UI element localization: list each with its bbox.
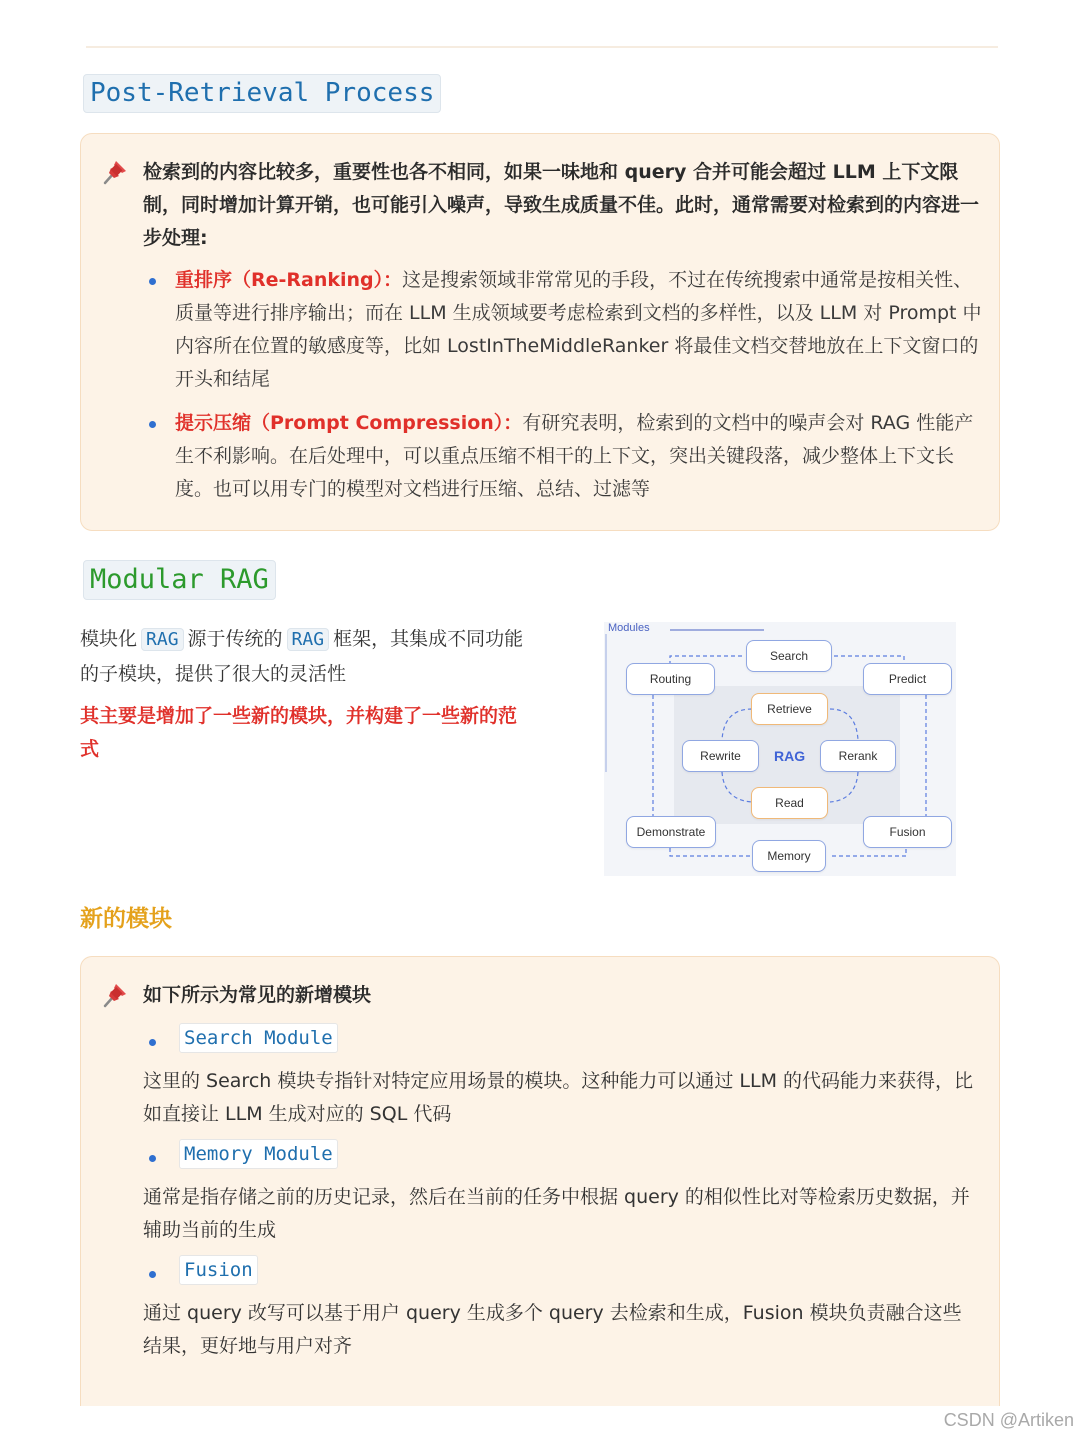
module-name-memory: Memory Module	[179, 1139, 338, 1169]
bullet-icon	[149, 1039, 156, 1046]
module-desc-fusion: 通过 query 改写可以基于用户 query 生成多个 query 去检索和生成，Fusion 模块负责融合这些结果，更好地与用户对齐	[143, 1302, 962, 1357]
top-divider	[86, 46, 998, 48]
post-retrieval-list	[143, 264, 983, 517]
module-desc-memory: 通常是指存储之前的历史记录，然后在当前的任务中根据 query 的相似性比对等检索历史数据，并辅助当前的生成	[143, 1186, 970, 1241]
modular-emphasis: 其主要是增加了一些新的模块，并构建了一些新的范式	[80, 705, 518, 760]
node-rerank: Rerank	[820, 740, 896, 772]
inline-code-rag: RAG	[287, 628, 330, 651]
watermark: CSDN @Artiken	[943, 1410, 1074, 1430]
node-routing: Routing	[626, 663, 715, 695]
term-prompt-compression: 提示压缩（Prompt Compression）：	[175, 412, 523, 434]
node-predict: Predict	[863, 663, 952, 695]
module-head	[143, 1139, 979, 1175]
node-read: Read	[751, 787, 828, 819]
desc-reranking: 这是搜索领域非常常见的手段，不过在传统搜索中通常是按相关性、质量等进行排序输出；而在 LLM 生成领域要考虑检索到文档的多样性，以及 LLM 对 Prompt 中内容所在位置的敏感度等，比如 LostInTheMiddleRanker 将最佳文档交替地放在上下文窗口的开头和结尾	[175, 269, 982, 390]
new-modules-callout	[80, 956, 1000, 1406]
bullet-icon	[149, 278, 156, 285]
pushpin-icon	[99, 979, 131, 1011]
pushpin-icon	[99, 156, 131, 188]
module-head	[143, 1255, 979, 1291]
term-reranking: 重排序（Re-Ranking）：	[175, 269, 403, 291]
heading-modular-rag: Modular RAG	[83, 560, 276, 600]
rag-center-label: RAG	[774, 748, 806, 764]
new-modules-lead: 如下所示为常见的新增模块	[143, 984, 372, 1006]
heading-new-modules: 新的模块	[80, 906, 172, 932]
intro-part-2: 源于传统的	[187, 628, 283, 650]
bullet-icon	[149, 421, 156, 428]
post-retrieval-lead: 检索到的内容比较多，重要性也各不相同，如果一味地和 query 合并可能会超过 LLM 上下文限制，同时增加计算开销，也可能引入噪声，导致生成质量不佳。此时，通常需要对检索到的内容进一步处理:	[143, 161, 980, 249]
node-retrieve: Retrieve	[751, 693, 828, 725]
module-head	[143, 1023, 979, 1059]
node-search: Search	[746, 640, 832, 672]
intro-part-3: 框架，其集成不同功能的子模块，提供了很大的灵活性	[80, 628, 524, 685]
intro-part-1: 模块化	[80, 628, 138, 650]
modules-diagram	[604, 622, 956, 876]
bullet-icon	[149, 1271, 156, 1278]
list-item-memory-module	[143, 1139, 979, 1247]
node-demonstrate: Demonstrate	[626, 816, 716, 848]
new-modules-list	[143, 1023, 979, 1371]
heading-post-retrieval: Post-Retrieval Process	[83, 74, 441, 113]
desc-prompt-compression: 有研究表明，检索到的文档中的噪声会对 RAG 性能产生不利影响。在后处理中，可以重点压缩不相干的上下文，突出关键段落，减少整体上下文长度。也可以用专门的模型对文档进行压缩、总结、过滤等	[175, 412, 974, 500]
list-item-fusion	[143, 1255, 979, 1363]
node-rewrite: Rewrite	[682, 740, 759, 772]
post-retrieval-callout	[80, 133, 1000, 531]
node-fusion: Fusion	[863, 816, 952, 848]
modular-intro	[80, 622, 540, 691]
modules-title: Modules	[608, 622, 650, 634]
list-item-reranking	[143, 264, 983, 396]
inline-code-rag: RAG	[141, 628, 184, 651]
module-name-search: Search Module	[179, 1023, 338, 1053]
node-memory: Memory	[752, 840, 826, 872]
module-name-fusion: Fusion	[179, 1255, 258, 1285]
bullet-icon	[149, 1155, 156, 1162]
list-item-search-module	[143, 1023, 979, 1131]
module-desc-search: 这里的 Search 模块专指针对特定应用场景的模块。这种能力可以通过 LLM 的代码能力来获得，比如直接让 LLM 生成对应的 SQL 代码	[143, 1070, 973, 1125]
list-item-prompt-compression	[143, 407, 983, 506]
